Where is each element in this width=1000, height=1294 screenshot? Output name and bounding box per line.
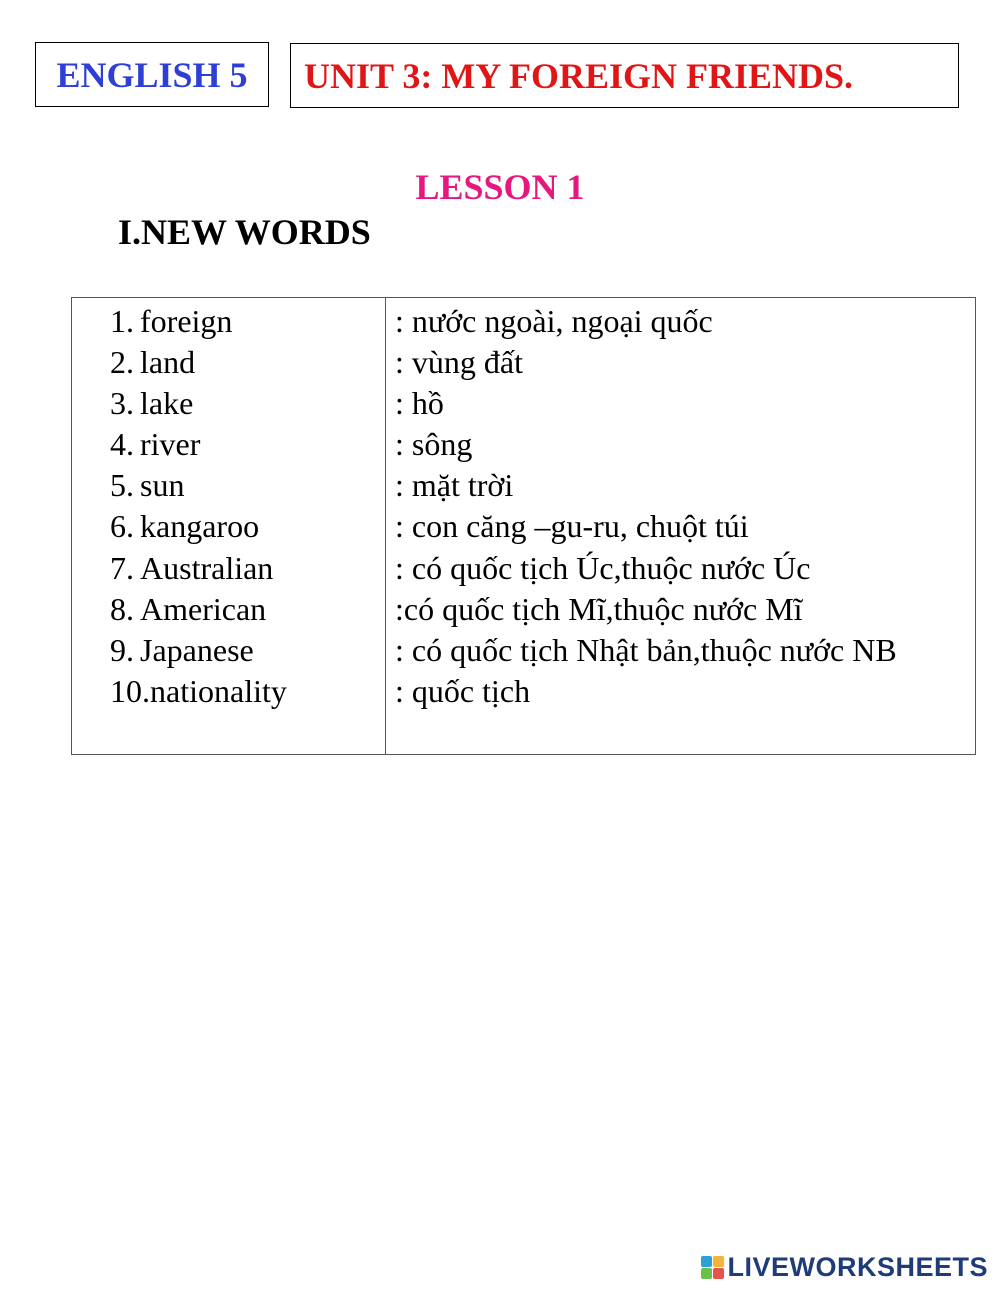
section-heading: I.NEW WORDS <box>118 212 371 252</box>
vocab-word: American <box>140 590 267 627</box>
vocab-meaning: : có quốc tịch Nhật bản,thuộc nước NB <box>395 631 897 668</box>
vocab-meaning: : vùng đất <box>395 344 523 381</box>
vocab-meaning: : sông <box>395 426 473 463</box>
vocab-word: river <box>140 426 201 463</box>
vocab-number: 8. <box>110 590 134 627</box>
vocab-word-item <box>72 630 385 671</box>
words-list <box>72 298 385 712</box>
meanings-list <box>386 298 975 712</box>
vocab-number: 6. <box>110 508 134 545</box>
liveworksheets-logo[interactable] <box>701 1252 988 1283</box>
logo-square <box>713 1268 724 1279</box>
vocab-word-item <box>72 424 385 465</box>
vocabulary-table-row <box>72 298 976 755</box>
logo-square <box>713 1256 724 1267</box>
logo-square <box>701 1268 712 1279</box>
vocab-number: 2. <box>110 344 134 381</box>
vocab-number: 3. <box>110 385 134 422</box>
vocab-word-item <box>72 342 385 383</box>
course-label-box <box>35 42 269 107</box>
vocab-word-item <box>72 301 385 342</box>
vocab-number: 4. <box>110 426 134 463</box>
meanings-column <box>386 298 976 755</box>
vocab-word-item <box>72 548 385 589</box>
brand-name: LIVEWORKSHEETS <box>727 1252 988 1282</box>
course-label: ENGLISH 5 <box>56 54 248 95</box>
vocab-meaning: :có quốc tịch Mĩ,thuộc nước Mĩ <box>395 590 803 627</box>
vocab-word: lake <box>140 385 194 422</box>
unit-title-box <box>290 43 959 108</box>
vocab-word: foreign <box>140 303 233 339</box>
vocab-word: Australian <box>140 549 274 586</box>
vocabulary-table <box>71 297 976 755</box>
vocab-number: 10. <box>110 672 150 709</box>
vocab-word: land <box>140 344 196 381</box>
vocab-word: Japanese <box>140 631 254 668</box>
vocab-word: kangaroo <box>140 508 260 545</box>
vocab-meaning: : nước ngoài, ngoại quốc <box>395 303 713 339</box>
logo-square <box>701 1256 712 1267</box>
vocab-word: nationality <box>150 672 287 709</box>
vocab-number: 5. <box>110 467 134 504</box>
vocab-word: sun <box>140 467 185 504</box>
vocab-word-item <box>72 506 385 547</box>
vocab-meaning: : quốc tịch <box>395 672 531 709</box>
liveworksheets-logo-icon <box>701 1256 724 1279</box>
vocab-word-item <box>72 465 385 506</box>
vocab-word-item <box>72 383 385 424</box>
vocab-meaning: : có quốc tịch Úc,thuộc nước Úc <box>395 549 811 586</box>
lesson-title: LESSON 1 <box>415 167 585 207</box>
vocab-meaning: : mặt trời <box>395 467 514 504</box>
words-column <box>72 298 386 755</box>
vocab-word-item <box>72 671 385 712</box>
unit-title: UNIT 3: MY FOREIGN FRIENDS. <box>304 55 854 96</box>
vocab-number: 9. <box>110 631 134 668</box>
vocab-number: 1. <box>110 303 134 339</box>
vocab-meaning: : con căng –gu-ru, chuột túi <box>395 508 749 545</box>
vocab-word-item <box>72 589 385 630</box>
vocab-number: 7. <box>110 549 134 586</box>
vocab-meaning: : hồ <box>395 385 444 422</box>
